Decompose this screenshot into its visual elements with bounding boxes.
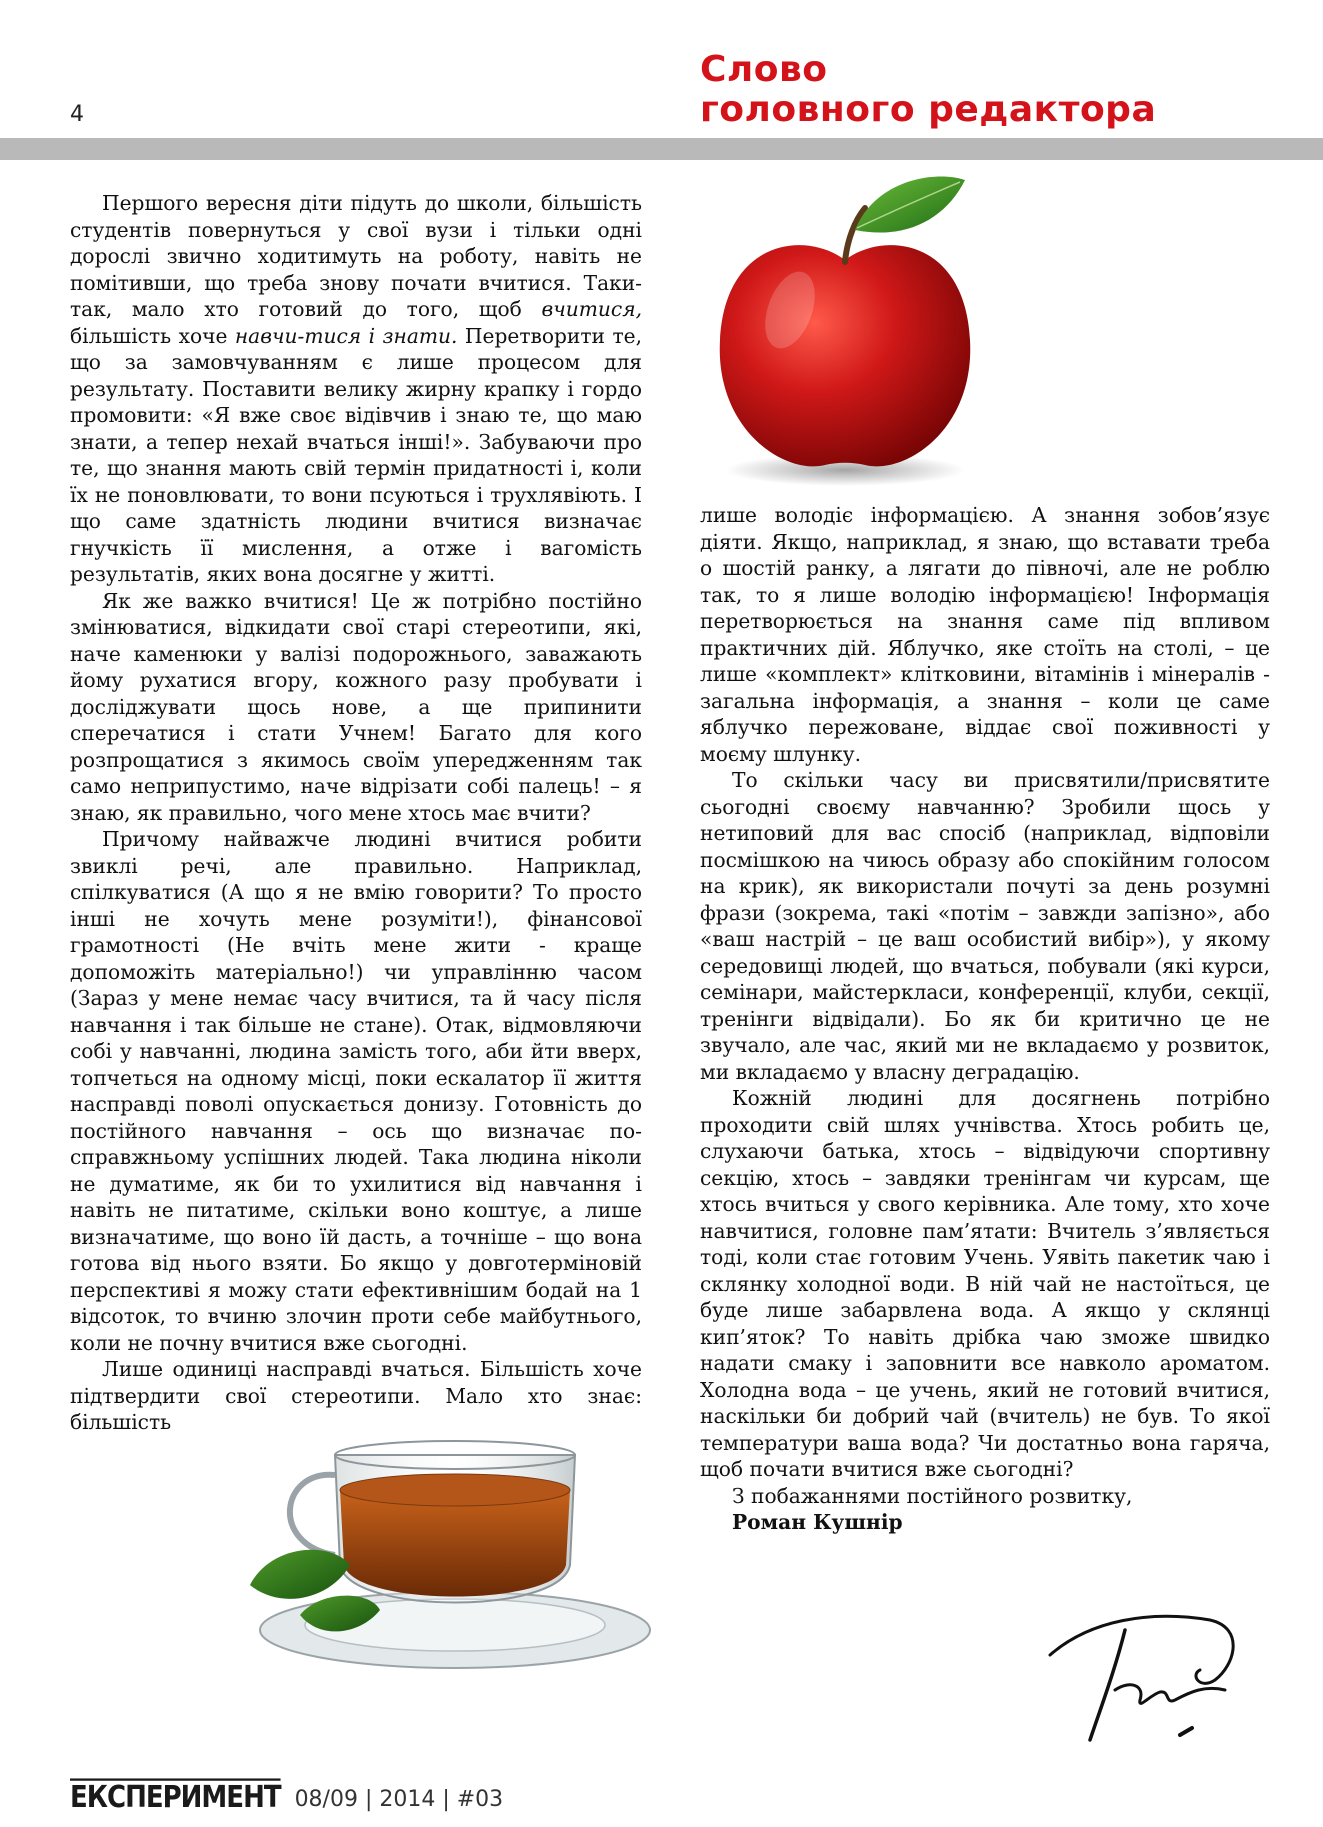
closing-line: З побажаннями постійного розвитку, — [732, 1483, 1133, 1508]
text-run: Першого вересня діти підуть до школи, більшість студентів повернуться у свої вузи і тільки одні дорослі звично ходитимуть на роботу, навіть не помітивши, що треба знову почати вчитися. Таки-так, мало хто готовий до того, щоб — [70, 191, 642, 321]
right-text-column — [700, 502, 1270, 1536]
section-title-line-1: Слово — [700, 49, 828, 90]
left-text-column — [70, 190, 642, 1436]
right-paragraph-1: лише володіє інформацією. А знання зобов’язує діяти. Якщо, наприклад, я знаю, що вставати треба о шостій ранку, а лягати до півночі, але не роблю так, то я лише володію інформацією! Інформація перетворюється на знання саме під впливом практичних дій. Яблучко, яке стоїть на столі, – це лише «комплект» клітковини, вітамінів і мінералів - загальна інформація, а знання – коли це саме яблучко пережоване, віддає свої поживності у моєму шлунку. — [700, 503, 1270, 766]
header-rule-bar — [0, 138, 1323, 160]
author-name: Роман Кушнір — [732, 1510, 903, 1534]
left-paragraph-1 — [70, 190, 642, 588]
text-run: більшість хоче — [70, 323, 235, 348]
emphasis: навчи-тися і знати. — [234, 323, 458, 348]
issue-info: 08/09 | 2014 | #03 — [294, 1787, 504, 1812]
right-paragraph-3: Кожній людині для досягнень потрібно проходити свій шлях учнівства. Хтось робить це, слухаючи батька, хтось – відвідуючи спортивну секцію, хтось – завдяки тренінгам чи курсам, ще хтось вчиться у свого керівника. Але тому, хто хоче навчитися, головне пам’ятати: Вчитель з’являється тоді, коли стає готовим Учень. Уявіть пакетик чаю і склянку холодної води. В ній чай не настоїться, це буде лише забарвлена вода. А якщо у склянці кип’яток? То навіть дрібка чаю зможе швидко надати смаку і заповнити все навколо ароматом. Холодна вода – це учень, який не готовий вчитися, наскільки би добрий чай (вчитель) не був. То якої температури ваша вода? Чи достатньо вона гаряча, щоб почати вчитися вже сьогодні? — [700, 1086, 1270, 1481]
section-title-line-2: головного редактора — [700, 89, 1157, 130]
left-paragraph-3: Причому найважче людині вчитися робити звиклі речі, але правильно. Наприклад, спілкуватися (А що я не вмію говорити? То просто інші не хочуть мене розуміти!), фінансової грамотності (Не вчіть мене жити - краще допоможіть матеріально!) чи управлінню часом (Зараз у мене немає часу вчитися, та й часу після навчання і так більше не стане). Отак, відмовляючи собі у навчанні, людина замість того, аби йти вверх, топчеться на одному місці, поки ескалатор її життя насправді поволі опускається донизу. Готовність до постійного навчання – ось що визначає по-справжньому успішних людей. Така людина ніколи не думатиме, як би то ухилитися від навчання і навіть не питатиме, скільки воно коштує, а лише визначатиме, що воно їй дасть, а точніше – що вона готова від нього взяти. Бо якщо у довготерміновій перспективі я можу стати ефективнішим бодай на 1 відсоток, то вчиню злочин проти себе майбутнього, коли не почну вчитися вже сьогодні. — [70, 827, 642, 1355]
left-paragraph-4: Лише одиниці насправді вчаться. Більшість хоче підтвердити свої стереотипи. Мало хто знає: більшість — [70, 1357, 642, 1434]
left-paragraph-2: Як же важко вчитися! Це ж потрібно постійно змінюватися, відкидати свої старі стереотипи, які, наче каменюки у валізі подорожнього, заважають йому рухатися вгору, кожного разу пробувати і досліджувати щось нове, а ще припинити сперечатися і стати Учнем! Багато для кого розпрощатися з якимось своїм упередженням так само неприпустимо, наче відрізати собі палець! – я знаю, як правильно, чого мене хтось має вчити? — [70, 588, 642, 825]
emphasis: вчитися, — [541, 297, 642, 321]
right-paragraph-2: То скільки часу ви присвятили/присвятите сьогодні своєму навчанню? Зробили щось у нетиповий для вас спосіб (наприклад, відповіли посмішкою на чиюсь образу або спокійним голосом на крик), як використали почуті за день розумні фрази (зокрема, такі «потім – завжди запізно», або «ваш настрій – це ваш особистий вибір»), у якому середовищі людей, що вчаться, побували (які курси, семінари, майстеркласи, конференції, клуби, секції, тренінги відвідали). Бо як би критично це не звучало, але час, який ми не вкладаємо у розвиток, ми вкладаємо у власну деградацію. — [700, 768, 1270, 1084]
magazine-logo: ЕКСПЕРИМЕНТ — [70, 1780, 281, 1816]
page-number: 4 — [70, 102, 84, 127]
section-title — [700, 50, 1156, 130]
signature-mark — [1030, 1600, 1250, 1750]
footer — [70, 1780, 504, 1816]
apple-illustration — [705, 170, 985, 490]
text-run: Перетворити те, що за замовчуванням є лише процесом для результату. Поставити велику жирну крапку і гордо промовити: «Я вже своє відівчив і знаю те, що маю знати, а тепер нехай вчаться інші!». Забуваючи про те, що знання мають свій термін придатності і, коли їх не поновлювати, то вони псуються і трухлявіють. І що саме здатність людини вчитися визначає гнучкість її мислення, а отже і вагомість результатів, яких вона досягне у житті. — [70, 323, 642, 586]
teacup-illustration — [240, 1415, 660, 1675]
